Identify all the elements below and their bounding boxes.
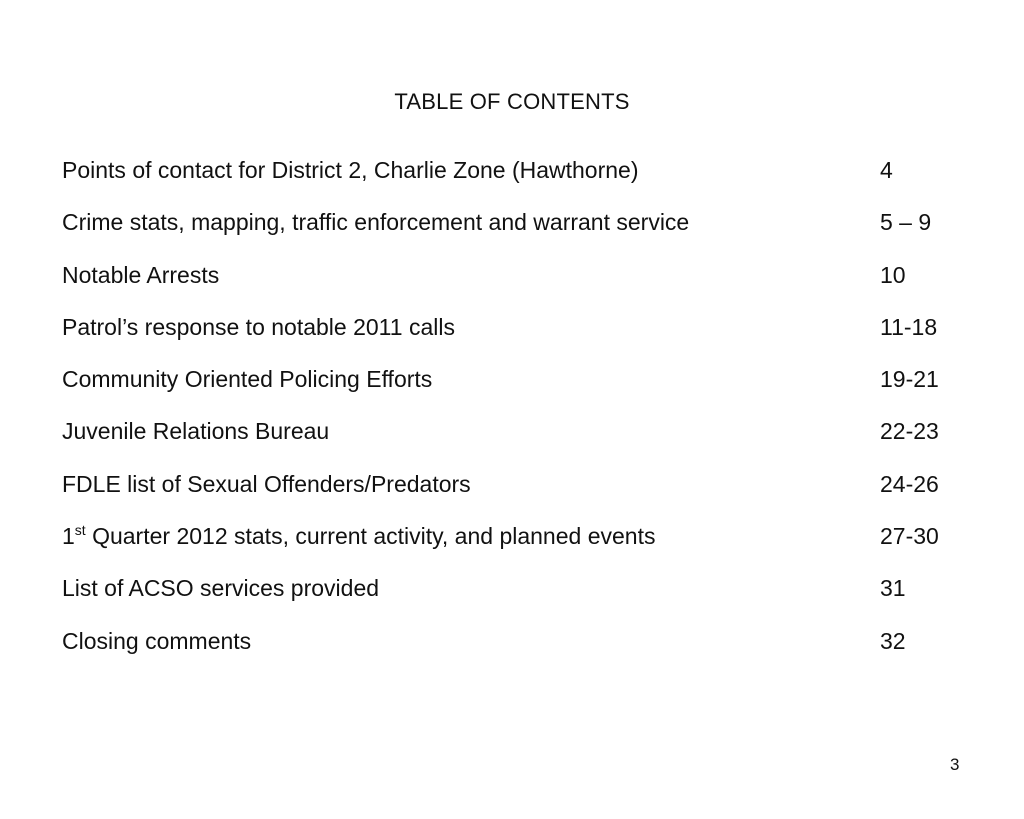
toc-entry-pages: 27-30 bbox=[880, 523, 939, 550]
toc-entry-pages: 24-26 bbox=[880, 470, 939, 497]
toc-entry-label: Notable Arrests bbox=[62, 261, 220, 288]
toc-entry-label: List of ACSO services provided bbox=[62, 575, 380, 602]
toc-entry bbox=[62, 416, 962, 468]
toc-entry bbox=[62, 573, 962, 625]
toc-entry-label: Community Oriented Policing Efforts bbox=[62, 366, 433, 393]
toc-entry bbox=[62, 364, 962, 416]
ordinal-superscript: st bbox=[74, 522, 86, 539]
page-title: TABLE OF CONTENTS bbox=[394, 89, 630, 114]
toc-entry-pages: 19-21 bbox=[880, 366, 939, 393]
toc-entry-label: Points of contact for District 2, Charlie Zone (Hawthorne) bbox=[62, 157, 639, 183]
toc-entry bbox=[62, 312, 962, 364]
toc-entry-pages: 4 bbox=[880, 157, 893, 183]
toc-entry bbox=[62, 155, 962, 207]
table-of-contents bbox=[62, 155, 962, 678]
toc-entry-pages: 11-18 bbox=[880, 313, 938, 340]
toc-entry bbox=[62, 626, 962, 678]
toc-entry-pages: 32 bbox=[880, 627, 906, 654]
toc-entry-pages: 5 – 9 bbox=[880, 209, 932, 236]
toc-entry-label: Patrol’s response to notable 2011 calls bbox=[62, 313, 455, 340]
toc-entry-label: Juvenile Relations Bureau bbox=[62, 418, 330, 445]
toc-entry-label-prefix: 1 bbox=[62, 523, 75, 550]
toc-entry-label: Closing comments bbox=[62, 627, 252, 654]
toc-entry-label-rest: Quarter 2012 stats, current activity, and planned events bbox=[85, 523, 656, 550]
toc-entry bbox=[62, 521, 962, 573]
page-number: 3 bbox=[950, 755, 960, 774]
toc-entry-label: Crime stats, mapping, traffic enforcement and warrant service bbox=[62, 209, 690, 236]
toc-entry bbox=[62, 469, 962, 521]
toc-entry-pages: 31 bbox=[880, 575, 906, 602]
toc-entry-pages: 22-23 bbox=[880, 418, 939, 445]
toc-entry bbox=[62, 260, 962, 312]
toc-entry bbox=[62, 207, 962, 259]
toc-entry-label: FDLE list of Sexual Offenders/Predators bbox=[62, 470, 471, 497]
toc-entry-pages: 10 bbox=[880, 261, 906, 288]
toc-entry-label bbox=[62, 521, 655, 554]
